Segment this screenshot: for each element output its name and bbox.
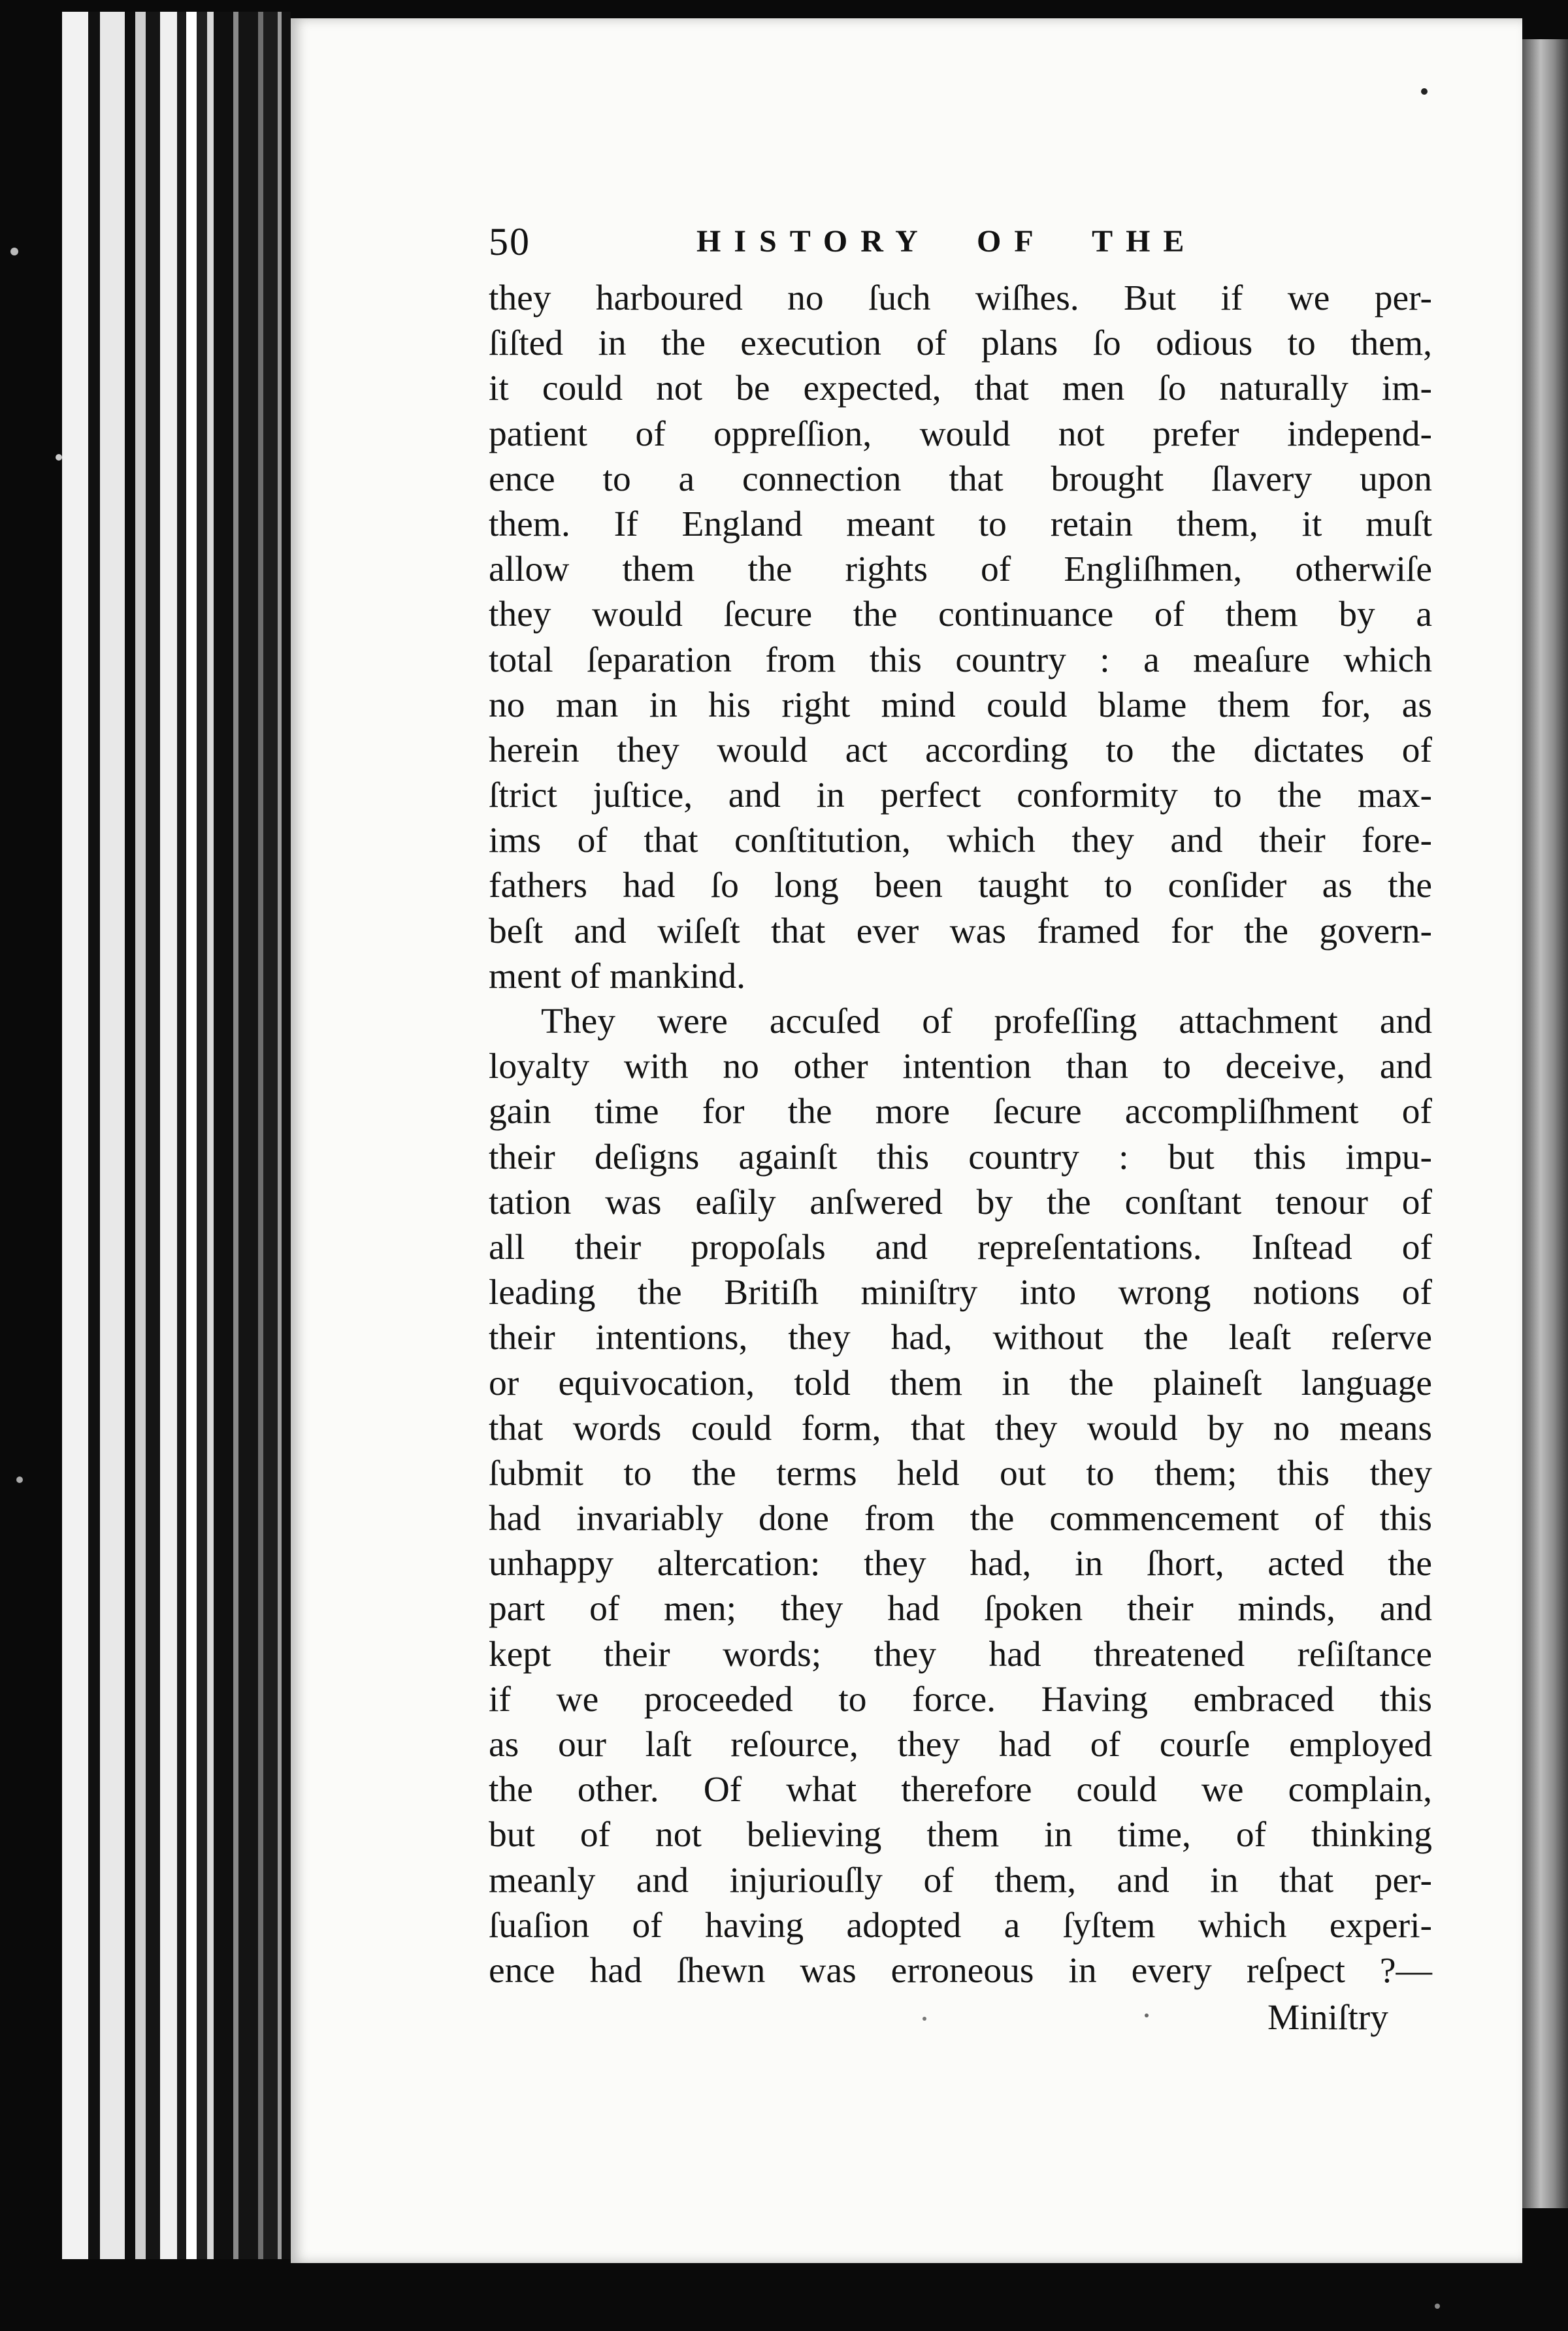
- catchword: Miniſtry: [1267, 1998, 1389, 2038]
- text-line: part of men; they had ſpoken their minds, and: [489, 1589, 1432, 1629]
- text-line: beſt and wiſeſt that ever was framed for the govern-: [489, 911, 1432, 951]
- text-line: herein they would act according to the dictates of: [489, 730, 1432, 770]
- text-line: total ſeparation from this country : a meaſure which: [489, 640, 1432, 680]
- text-line: unhappy altercation: they had, in ſhort, acted the: [489, 1544, 1432, 1584]
- text-line: meanly and injuriouſly of them, and in that per-: [489, 1860, 1432, 1900]
- text-line: ence had ſhewn was erroneous in every reſpect ?—: [489, 1950, 1432, 1991]
- text-line: ſubmit to the terms held out to them; this they: [489, 1453, 1432, 1493]
- text-line: no man in his right mind could blame them for, as: [489, 685, 1432, 725]
- text-line: that words could form, that they would by no means: [489, 1408, 1432, 1448]
- page-header: [489, 216, 1240, 268]
- text-line: fathers had ſo long been taught to conſider as the: [489, 866, 1432, 906]
- text-line: them. If England meant to retain them, it muſt: [489, 504, 1432, 544]
- stacked-page-edges: [62, 12, 291, 2259]
- text-line: loyalty with no other intention than to deceive, and: [489, 1047, 1432, 1087]
- text-line: patient of oppreſſion, would not prefer independ-: [489, 414, 1432, 454]
- text-line: ſiſted in the execution of plans ſo odious to them,: [489, 323, 1432, 364]
- text-line: ims of that conſtitution, which they and their fore-: [489, 821, 1432, 861]
- paragraph-start-line: They were accuſed of profeſſing attachment and: [541, 1002, 1432, 1041]
- text-line: gain time for the more ſecure accompliſhment of: [489, 1092, 1432, 1132]
- text-line: had invariably done from the commencement of this: [489, 1499, 1432, 1539]
- text-line: if we proceeded to force. Having embraced this: [489, 1679, 1432, 1720]
- facing-page-edge: [1514, 39, 1568, 2208]
- page-number: 50: [489, 220, 531, 263]
- text-line: but of not believing them in time, of thinking: [489, 1815, 1432, 1855]
- text-line: all their propoſals and repreſentations. Inſtead of: [489, 1227, 1432, 1267]
- body-text: [489, 276, 1432, 1993]
- running-head: HISTORY OF THE: [696, 224, 1198, 259]
- text-line: tation was eaſily anſwered by the conſtant tenour of: [489, 1182, 1432, 1222]
- text-line: allow them the rights of Engliſhmen, otherwiſe: [489, 549, 1432, 590]
- text-line: they would ſecure the continuance of them by a: [489, 595, 1432, 635]
- text-line: or equivocation, told them in the plaineſt language: [489, 1363, 1432, 1403]
- paragraph-end-line: ment of mankind.: [489, 956, 746, 996]
- text-line: as our laſt reſource, they had of courſe employed: [489, 1725, 1432, 1765]
- text-line: ſtrict juſtice, and in perfect conformity to the max-: [489, 775, 1432, 816]
- text-line: their intentions, they had, without the leaſt reſerve: [489, 1318, 1432, 1358]
- text-line: their deſigns againſt this country : but this impu-: [489, 1137, 1432, 1177]
- text-line: the other. Of what therefore could we complain,: [489, 1770, 1432, 1810]
- text-line: they harboured no ſuch wiſhes. But if we per-: [489, 278, 1432, 318]
- text-line: leading the Britiſh miniſtry into wrong notions of: [489, 1273, 1432, 1313]
- text-line: ſuaſion of having adopted a ſyſtem which experi-: [489, 1905, 1432, 1946]
- text-line: it could not be expected, that men ſo naturally im-: [489, 368, 1432, 409]
- text-line: kept their words; they had threatened reſiſtance: [489, 1634, 1432, 1674]
- text-line: ence to a connection that brought ſlavery upon: [489, 459, 1432, 499]
